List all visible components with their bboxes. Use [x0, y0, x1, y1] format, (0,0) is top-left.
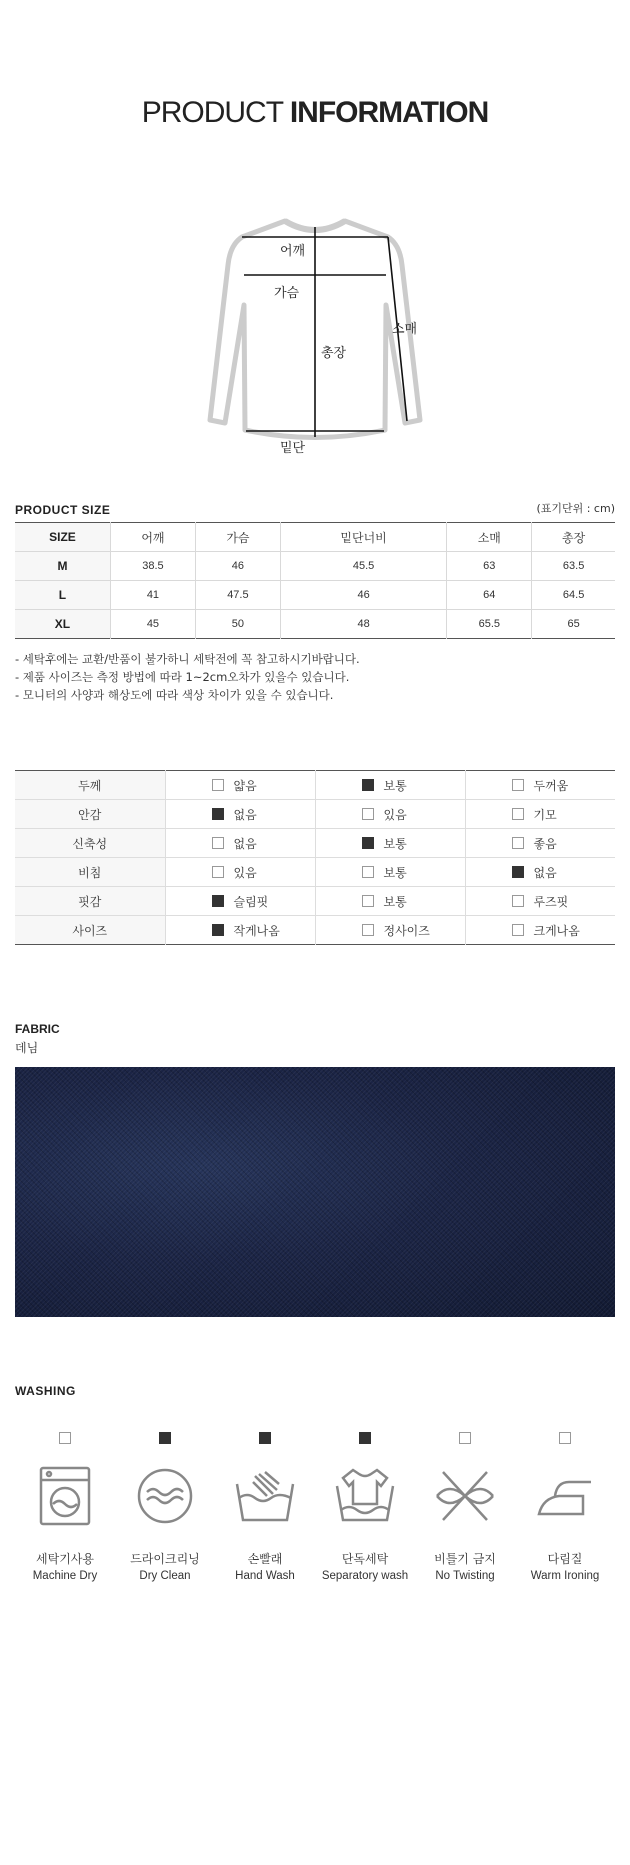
- attribute-option: [165, 887, 315, 916]
- size-row: [15, 610, 615, 639]
- checked-checkbox: [212, 808, 224, 820]
- attribute-option-label: 보통: [383, 836, 407, 851]
- checked-checkbox: [159, 1432, 171, 1444]
- size-header-cell: 밑단너비: [280, 523, 446, 552]
- size-cell: 64: [447, 581, 532, 610]
- unchecked-checkbox: [459, 1432, 471, 1444]
- attribute-option-label: 보통: [383, 894, 407, 909]
- attribute-option: [465, 858, 615, 887]
- attribute-option: [165, 829, 315, 858]
- label-sleeve: 소매: [392, 322, 418, 337]
- unchecked-checkbox: [512, 924, 524, 936]
- attribute-option: [465, 800, 615, 829]
- attribute-option-label: 없음: [233, 807, 257, 822]
- attribute-option-label: 크게나옴: [533, 923, 580, 938]
- attribute-name: 두께: [15, 771, 165, 800]
- unchecked-checkbox: [559, 1432, 571, 1444]
- attribute-option-label: 얇음: [233, 778, 257, 793]
- size-header-cell: 어깨: [110, 523, 195, 552]
- size-row: [15, 552, 615, 581]
- checked-checkbox: [212, 895, 224, 907]
- size-header-cell: SIZE: [15, 523, 110, 552]
- size-cell: 38.5: [110, 552, 195, 581]
- size-cell: 50: [195, 610, 280, 639]
- attribute-name: 신축성: [15, 829, 165, 858]
- notice-item: - 세탁후에는 교환/반품이 불가하니 세탁전에 꼭 참고하시기바랍니다.: [15, 652, 360, 666]
- size-unit: (표기단위 : cm): [536, 502, 615, 515]
- attribute-option: [315, 771, 465, 800]
- size-cell: XL: [15, 610, 110, 639]
- size-cell: 45.5: [280, 552, 446, 581]
- size-cell: 65.5: [447, 610, 532, 639]
- checked-checkbox: [362, 837, 374, 849]
- washing-label-ko: 세탁기사용: [36, 1552, 94, 1566]
- washing-item: [15, 1432, 115, 1582]
- unchecked-checkbox: [212, 779, 224, 791]
- checked-checkbox: [212, 924, 224, 936]
- checked-checkbox: [359, 1432, 371, 1444]
- size-cell: 45: [110, 610, 195, 639]
- washing-label-ko: 드라이크리닝: [130, 1552, 200, 1566]
- page-title: [0, 96, 630, 130]
- size-header-cell: 총장: [532, 523, 615, 552]
- unchecked-checkbox: [362, 895, 374, 907]
- attribute-row: [15, 771, 615, 800]
- no-twisting-icon: [433, 1464, 497, 1532]
- sweater-measurement-diagram: [200, 205, 430, 455]
- unchecked-checkbox: [512, 808, 524, 820]
- attribute-option: [165, 916, 315, 945]
- washing-item: [515, 1432, 615, 1582]
- attribute-option-label: 슬림핏: [233, 894, 269, 909]
- label-shoulder: 어깨: [280, 244, 306, 259]
- attribute-row: [15, 800, 615, 829]
- size-cell: 47.5: [195, 581, 280, 610]
- attribute-option: [315, 887, 465, 916]
- attribute-option: [465, 771, 615, 800]
- size-cell: 64.5: [532, 581, 615, 610]
- size-header-cell: 소매: [447, 523, 532, 552]
- attribute-option-label: 없음: [233, 836, 257, 851]
- checked-checkbox: [512, 866, 524, 878]
- label-chest: 가슴: [274, 286, 300, 301]
- size-header-cell: 가슴: [195, 523, 280, 552]
- attribute-name: 핏감: [15, 887, 165, 916]
- size-cell: L: [15, 581, 110, 610]
- attribute-option-label: 기모: [533, 807, 557, 822]
- washing-instructions: [15, 1432, 615, 1582]
- size-cell: 46: [195, 552, 280, 581]
- iron-icon: [533, 1464, 597, 1532]
- washing-label-en: Hand Wash: [235, 1570, 295, 1582]
- checked-checkbox: [259, 1432, 271, 1444]
- unchecked-checkbox: [362, 808, 374, 820]
- dry-clean-icon: [133, 1464, 197, 1532]
- washing-item: [215, 1432, 315, 1582]
- fabric-label: FABRIC: [15, 1022, 60, 1036]
- title-light: PRODUCT: [141, 96, 290, 129]
- attribute-row: [15, 916, 615, 945]
- attribute-option-label: 보통: [383, 778, 407, 793]
- attribute-option: [315, 800, 465, 829]
- washing-label-en: Separatory wash: [321, 1570, 409, 1582]
- notice-item: - 제품 사이즈는 측정 방법에 따라 1~2cm오차가 있을수 있습니다.: [15, 670, 350, 684]
- unchecked-checkbox: [512, 837, 524, 849]
- attribute-option-label: 두꺼움: [533, 778, 569, 793]
- attribute-row: [15, 829, 615, 858]
- notice-item: - 모니터의 사양과 해상도에 따라 색상 차이가 있을 수 있습니다.: [15, 688, 334, 702]
- size-section-label: PRODUCT SIZE: [15, 503, 111, 517]
- attribute-name: 안감: [15, 800, 165, 829]
- attribute-option: [315, 916, 465, 945]
- washing-label-ko: 다림질: [547, 1552, 583, 1566]
- washing-label-en: Dry Clean: [139, 1570, 191, 1582]
- notice-list: [15, 650, 360, 704]
- size-row: [15, 581, 615, 610]
- attribute-table: [15, 770, 615, 945]
- size-cell: 48: [280, 610, 446, 639]
- attribute-option: [315, 829, 465, 858]
- attribute-option: [165, 800, 315, 829]
- attribute-option-label: 있음: [383, 807, 407, 822]
- unchecked-checkbox: [512, 779, 524, 791]
- attribute-option: [315, 858, 465, 887]
- size-cell: 63: [447, 552, 532, 581]
- size-cell: 46: [280, 581, 446, 610]
- title-bold: INFORMATION: [289, 96, 489, 129]
- attribute-option-label: 있음: [233, 865, 257, 880]
- washing-label-ko: 손빨래: [247, 1552, 283, 1566]
- washing-label-ko: 단독세탁: [341, 1552, 389, 1566]
- attribute-option-label: 작게나옴: [233, 923, 280, 938]
- size-cell: 65: [532, 610, 615, 639]
- size-cell: 63.5: [532, 552, 615, 581]
- unchecked-checkbox: [362, 866, 374, 878]
- unchecked-checkbox: [212, 866, 224, 878]
- unchecked-checkbox: [362, 924, 374, 936]
- washing-label-en: No Twisting: [435, 1570, 495, 1582]
- washing-item: [115, 1432, 215, 1582]
- attribute-option: [465, 887, 615, 916]
- unchecked-checkbox: [59, 1432, 71, 1444]
- checked-checkbox: [362, 779, 374, 791]
- unchecked-checkbox: [212, 837, 224, 849]
- attribute-option-label: 없음: [533, 865, 557, 880]
- label-hem: 밑단: [280, 441, 306, 455]
- attribute-option-label: 보통: [383, 865, 407, 880]
- size-cell: M: [15, 552, 110, 581]
- attribute-name: 사이즈: [15, 916, 165, 945]
- washing-label: WASHING: [15, 1384, 76, 1398]
- size-section-header: [15, 500, 615, 520]
- attribute-option: [465, 829, 615, 858]
- attribute-name: 비침: [15, 858, 165, 887]
- size-table: [15, 522, 615, 639]
- attribute-option: [465, 916, 615, 945]
- attribute-option-label: 정사이즈: [383, 923, 430, 938]
- label-length: 총장: [321, 346, 347, 361]
- attribute-option: [165, 858, 315, 887]
- attribute-row: [15, 887, 615, 916]
- attribute-row: [15, 858, 615, 887]
- washing-item: [415, 1432, 515, 1582]
- washing-item: [315, 1432, 415, 1582]
- hand-wash-icon: [233, 1464, 297, 1532]
- washing-machine-icon: [33, 1464, 97, 1532]
- size-table-header-row: [15, 523, 615, 552]
- fabric-value: 데님: [15, 1041, 39, 1055]
- washing-label-en: Machine Dry: [32, 1570, 98, 1582]
- attribute-option: [165, 771, 315, 800]
- attribute-option-label: 루즈핏: [533, 894, 569, 909]
- size-cell: 41: [110, 581, 195, 610]
- washing-label-en: Warm Ironing: [530, 1570, 600, 1582]
- washing-label-ko: 비틀기 금지: [434, 1552, 496, 1566]
- separate-wash-icon: [333, 1464, 397, 1532]
- unchecked-checkbox: [512, 895, 524, 907]
- attribute-option-label: 좋음: [533, 836, 557, 851]
- fabric-swatch-image: [15, 1067, 615, 1317]
